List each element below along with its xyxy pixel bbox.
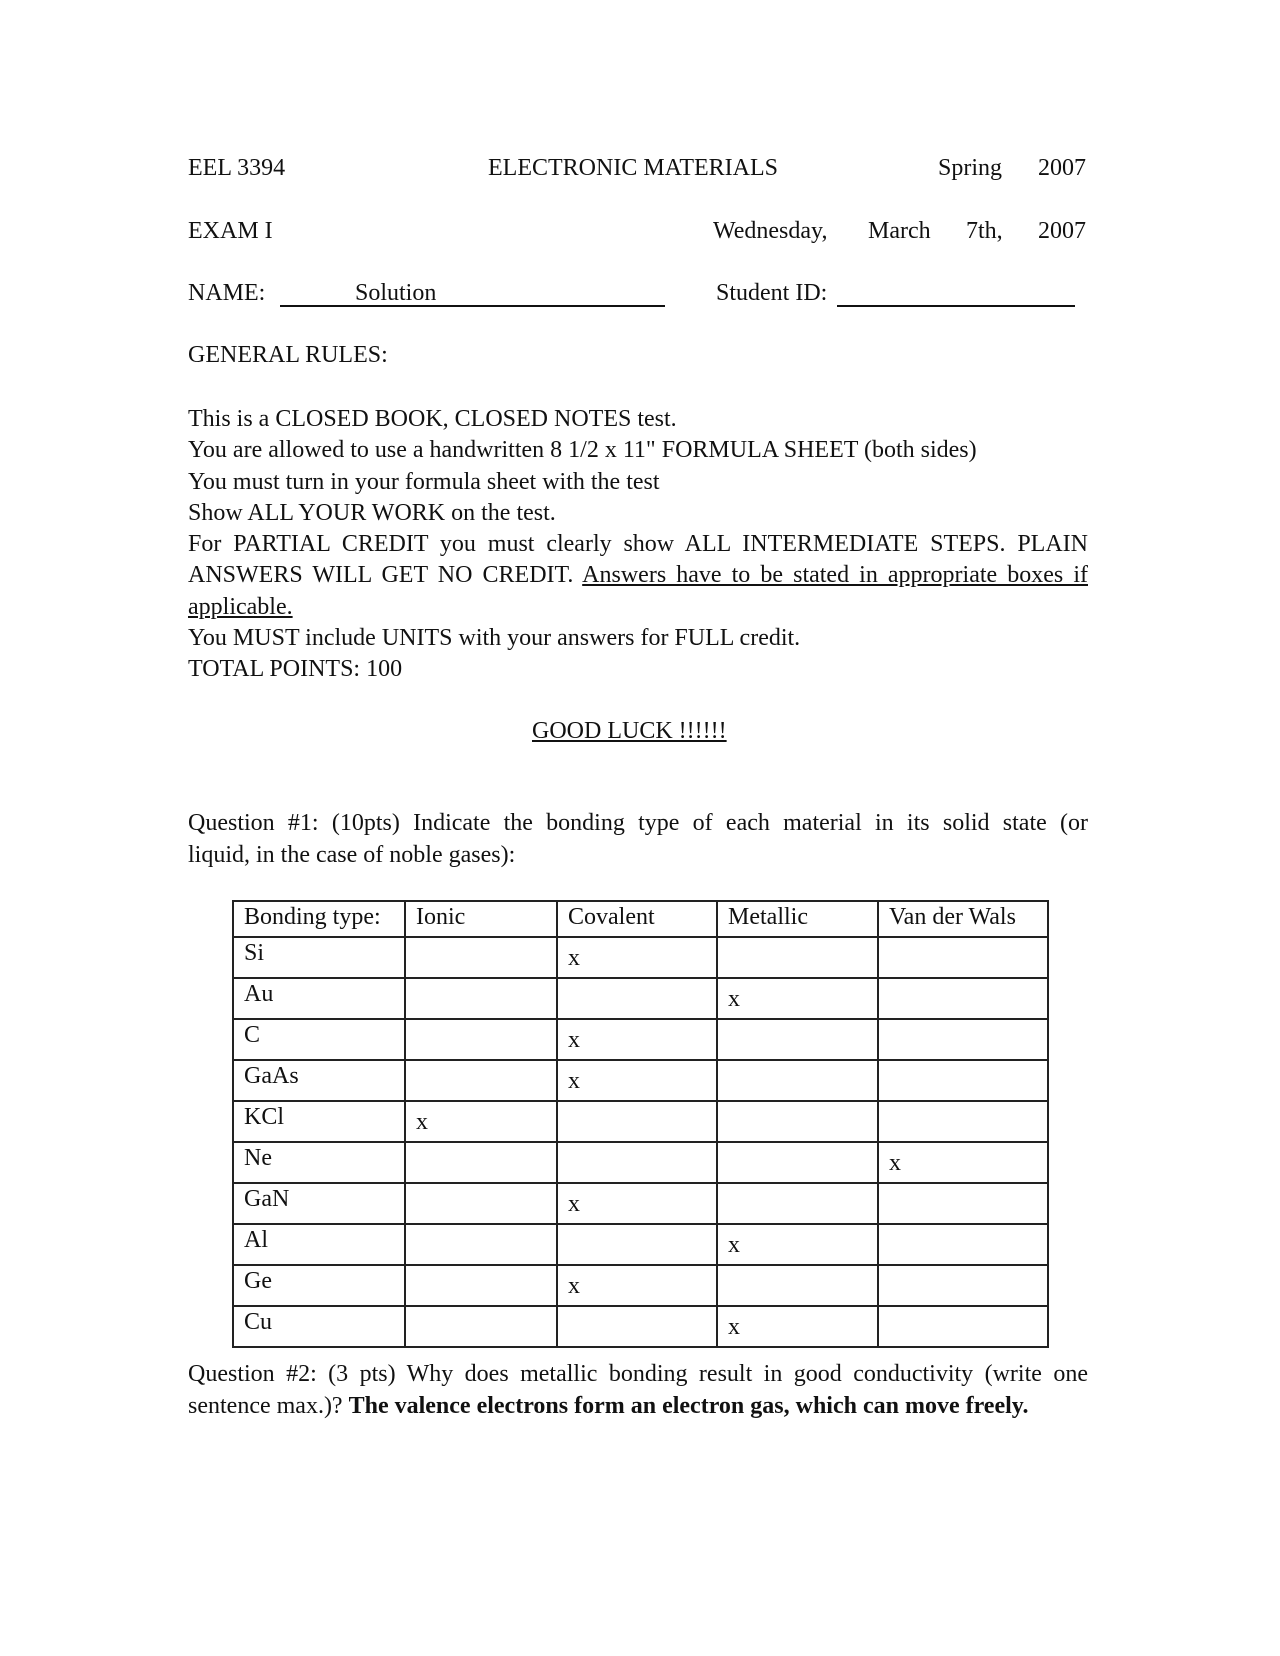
table-row [233,978,1048,1019]
bonding-mark-cell [878,1101,1048,1142]
table-row [233,1060,1048,1101]
material-cell: Cu [233,1306,405,1347]
name-label: NAME: [188,280,266,306]
material-cell: GaAs [233,1060,405,1101]
bonding-mark-cell [557,1224,717,1265]
bonding-mark-cell [405,1224,557,1265]
table-row [233,1265,1048,1306]
table-row [233,1142,1048,1183]
bonding-mark-cell: x [717,1306,878,1347]
rules-heading: GENERAL RULES: [188,342,388,368]
bonding-mark-cell [878,1224,1048,1265]
table-row [233,1019,1048,1060]
bonding-mark-cell [717,1142,878,1183]
bonding-mark-cell: x [557,1060,717,1101]
bonding-mark-cell [878,1265,1048,1306]
bonding-mark-cell [878,937,1048,978]
q2-block [188,1358,1088,1422]
name-value: Solution [355,280,437,306]
bonding-mark-cell [405,937,557,978]
bonding-mark-cell [557,1306,717,1347]
rule-line: For PARTIAL CREDIT you must clearly show ALL INTERMEDIATE STEPS. PLAIN [188,531,1088,558]
bonding-mark-cell: x [878,1142,1048,1183]
bonding-mark-cell [405,1265,557,1306]
q2-prompt-line1: Question #2: (3 pts) Why does metallic bonding result in good conductivity (write one [188,1361,1088,1387]
bonding-mark-cell: x [557,1265,717,1306]
rule-line-split [188,560,1088,591]
term-year: 2007 [1038,155,1086,181]
bonding-mark-cell [717,937,878,978]
rule-line: Show ALL YOUR WORK on the test. [188,499,556,526]
bonding-mark-cell: x [557,1183,717,1224]
material-cell: KCl [233,1101,405,1142]
bonding-mark-cell: x [717,1224,878,1265]
bonding-mark-cell [717,1060,878,1101]
q2-prompt-line2 [188,1390,1088,1422]
material-cell: Au [233,978,405,1019]
term: Spring [938,155,1003,181]
bonding-mark-cell [557,1101,717,1142]
table-row [233,1101,1048,1142]
header-cell: Ionic [405,901,557,937]
bonding-mark-cell [878,978,1048,1019]
q2-prompt-tail: sentence max.)? [188,1393,343,1419]
course-title: ELECTRONIC MATERIALS [488,155,778,181]
rule-line: You must turn in your formula sheet with the test [188,468,660,495]
rule-line: You are allowed to use a handwritten 8 1/2 x 11" FORMULA SHEET (both sides) [188,437,977,464]
material-cell: Si [233,937,405,978]
exam-date-year: 2007 [1038,218,1086,244]
q1-prompt [188,807,1088,871]
header-cell: Metallic [717,901,878,937]
q1-prompt-line2: liquid, in the case of noble gases): [188,842,516,868]
header-cell: Bonding type: [233,901,405,937]
header-cell: Van der Wals [878,901,1048,937]
bonding-mark-cell [717,1265,878,1306]
course-code: EEL 3394 [188,155,286,181]
table-row [233,1224,1048,1265]
table-row [233,937,1048,978]
q1-prompt-line1: Question #1: (10pts) Indicate the bonding type of each material in its solid state (or [188,810,1088,836]
bonding-mark-cell [878,1306,1048,1347]
exam-date-month: March [868,218,931,244]
exam-date-num: 7th, [966,218,1003,244]
student-id-field[interactable] [837,281,1075,307]
material-cell: C [233,1019,405,1060]
material-cell: Ge [233,1265,405,1306]
bonding-mark-cell: x [557,937,717,978]
bonding-mark-cell [717,1183,878,1224]
bonding-mark-cell: x [557,1019,717,1060]
bonding-mark-cell: x [717,978,878,1019]
rule-line-underlined: Answers have to be stated in appropriate boxes if [582,562,1088,589]
bonding-table [232,900,1049,1348]
bonding-mark-cell [405,978,557,1019]
material-cell: Al [233,1224,405,1265]
bonding-mark-cell [717,1101,878,1142]
material-cell: GaN [233,1183,405,1224]
good-luck: GOOD LUCK !!!!!! [532,718,727,744]
bonding-mark-cell [405,1183,557,1224]
exam-label: EXAM I [188,218,273,244]
table-row [233,1306,1048,1347]
rule-line: You MUST include UNITS with your answers for FULL credit. [188,625,801,652]
q2-answer: The valence electrons form an electron gas, which can move freely. [348,1393,1029,1419]
rules-list [188,404,1088,686]
bonding-mark-cell [878,1019,1048,1060]
student-id-label: Student ID: [716,280,828,306]
bonding-mark-cell [405,1142,557,1183]
table-row [233,1183,1048,1224]
header-cell: Covalent [557,901,717,937]
rule-line-part: ANSWERS WILL GET NO CREDIT. [188,562,574,589]
exam-date-day: Wednesday, [713,218,828,244]
bonding-mark-cell [717,1019,878,1060]
bonding-mark-cell [405,1060,557,1101]
bonding-mark-cell [557,1142,717,1183]
bonding-mark-cell [557,978,717,1019]
material-cell: Ne [233,1142,405,1183]
bonding-mark-cell [878,1183,1048,1224]
bonding-mark-cell [878,1060,1048,1101]
rule-line: This is a CLOSED BOOK, CLOSED NOTES test. [188,406,677,432]
bonding-mark-cell [405,1019,557,1060]
table-header-row [233,901,1048,937]
name-field[interactable] [280,281,665,307]
rule-line: TOTAL POINTS: 100 [188,656,403,683]
bonding-mark-cell [405,1306,557,1347]
rule-line-underlined: applicable. [188,593,293,620]
bonding-mark-cell: x [405,1101,557,1142]
